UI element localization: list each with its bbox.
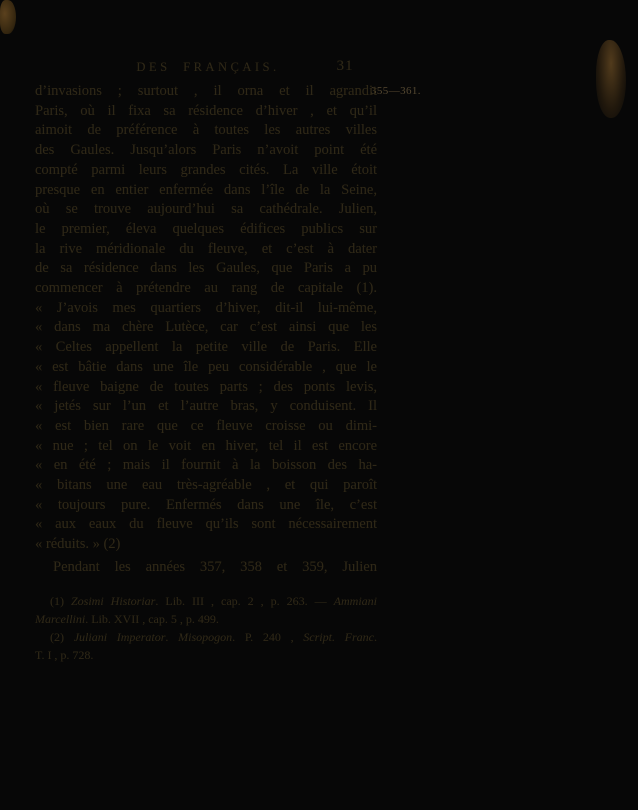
text-line: « jetés sur l’un et l’autre bras, y conduisent. Il — [35, 398, 377, 415]
footnote-line — [35, 646, 377, 664]
text-line: « bitans une eau très-agréable , et qui paroît — [35, 477, 377, 494]
footnote-citation-italic: Zosimi Historiar — [71, 594, 156, 608]
text-line: « fleuve baigne de toutes parts ; des ponts levis, — [35, 378, 377, 395]
text-line: « est bien rare que ce fleuve croisse ou dimi- — [35, 417, 377, 434]
text-line: « Celtes appellent la petite ville de Paris. Elle — [35, 339, 377, 356]
footnote-line — [35, 628, 377, 646]
text-line: « réduits. » (2) — [35, 536, 121, 553]
text-line: Pendant les années 357, 358 et 359, Julien — [53, 558, 377, 575]
text-line: aimoit de préférence à toutes les autres villes — [35, 122, 377, 139]
footnote-citation-italic: Misopogon — [178, 630, 233, 644]
text-line: des Gaules. Jusqu’alors Paris n’avoit point été — [35, 142, 377, 159]
text-line: d’invasions ; surtout , il orna et il agrandit — [35, 83, 377, 99]
footnotes — [35, 592, 377, 664]
text-line: « J’avois mes quartiers d’hiver, dit-il lui-même, — [35, 299, 377, 316]
footnote-text: T. I , p. 728. — [35, 648, 94, 662]
page-number: 31 — [336, 58, 354, 74]
text-line: Paris, où il fixa sa résidence d’hiver , et qu’il — [35, 102, 377, 119]
text-line: « toujours pure. Enfermés dans une île, c’est — [35, 496, 377, 513]
text-line: commencer à prétendre au rang de capitale (1). — [35, 280, 377, 297]
footnote-text: . P. 240 , — [232, 630, 304, 644]
footnote-line — [35, 592, 377, 610]
footnote-text: . Lib. XVII , cap. 5 , p. 499. — [85, 612, 219, 626]
footnote-text: (1) — [50, 594, 71, 608]
binding-corner-top-right — [596, 40, 626, 118]
text-line: « nue ; tel on le voit en hiver, tel il est encore — [35, 437, 377, 454]
footnote-line — [35, 610, 377, 628]
text-line: « dans ma chère Lutèce, car c’est ainsi que les — [35, 319, 377, 336]
body-text — [35, 82, 377, 578]
footnote-citation-italic: Marcellini — [35, 612, 86, 626]
footnote-citation-italic: Script. Franc — [303, 630, 374, 644]
text-line: compté parmi leurs grandes cités. La ville étoit — [35, 161, 377, 178]
footnote-text: . — [374, 630, 377, 644]
text-line: « en été ; mais il fournit à la boisson des ha- — [35, 457, 377, 474]
text-line: la rive méridionale du fleuve, et c’est à dater — [35, 240, 377, 257]
margin-year-note: 355—361. — [371, 85, 421, 97]
text-line: où se trouve aujourd’hui sa cathédrale. Julien, — [35, 201, 377, 218]
text-line: « aux eaux du fleuve qu’ils sont nécessairement — [35, 516, 377, 533]
footnote-citation-italic: Juliani Imperator — [73, 630, 166, 644]
footnote-text: . Lib. III , cap. 2 , p. 263. — — [155, 594, 334, 608]
running-title: DES FRANÇAIS. — [136, 60, 280, 74]
text-line: « est bâtie dans une île peu considérable , que le — [35, 358, 377, 375]
footnote-citation-italic: Ammiani — [333, 594, 377, 608]
binding-corner-top-left — [0, 0, 16, 34]
footnote-text: (2) — [50, 630, 74, 644]
text-line: de sa résidence dans les Gaules, que Paris a pu — [35, 260, 377, 277]
text-line: le premier, éleva quelques édifices publics sur — [35, 220, 377, 237]
text-line: presque en entier enfermée dans l’île de la Seine, — [35, 181, 377, 198]
footnote-text: . — [165, 630, 179, 644]
